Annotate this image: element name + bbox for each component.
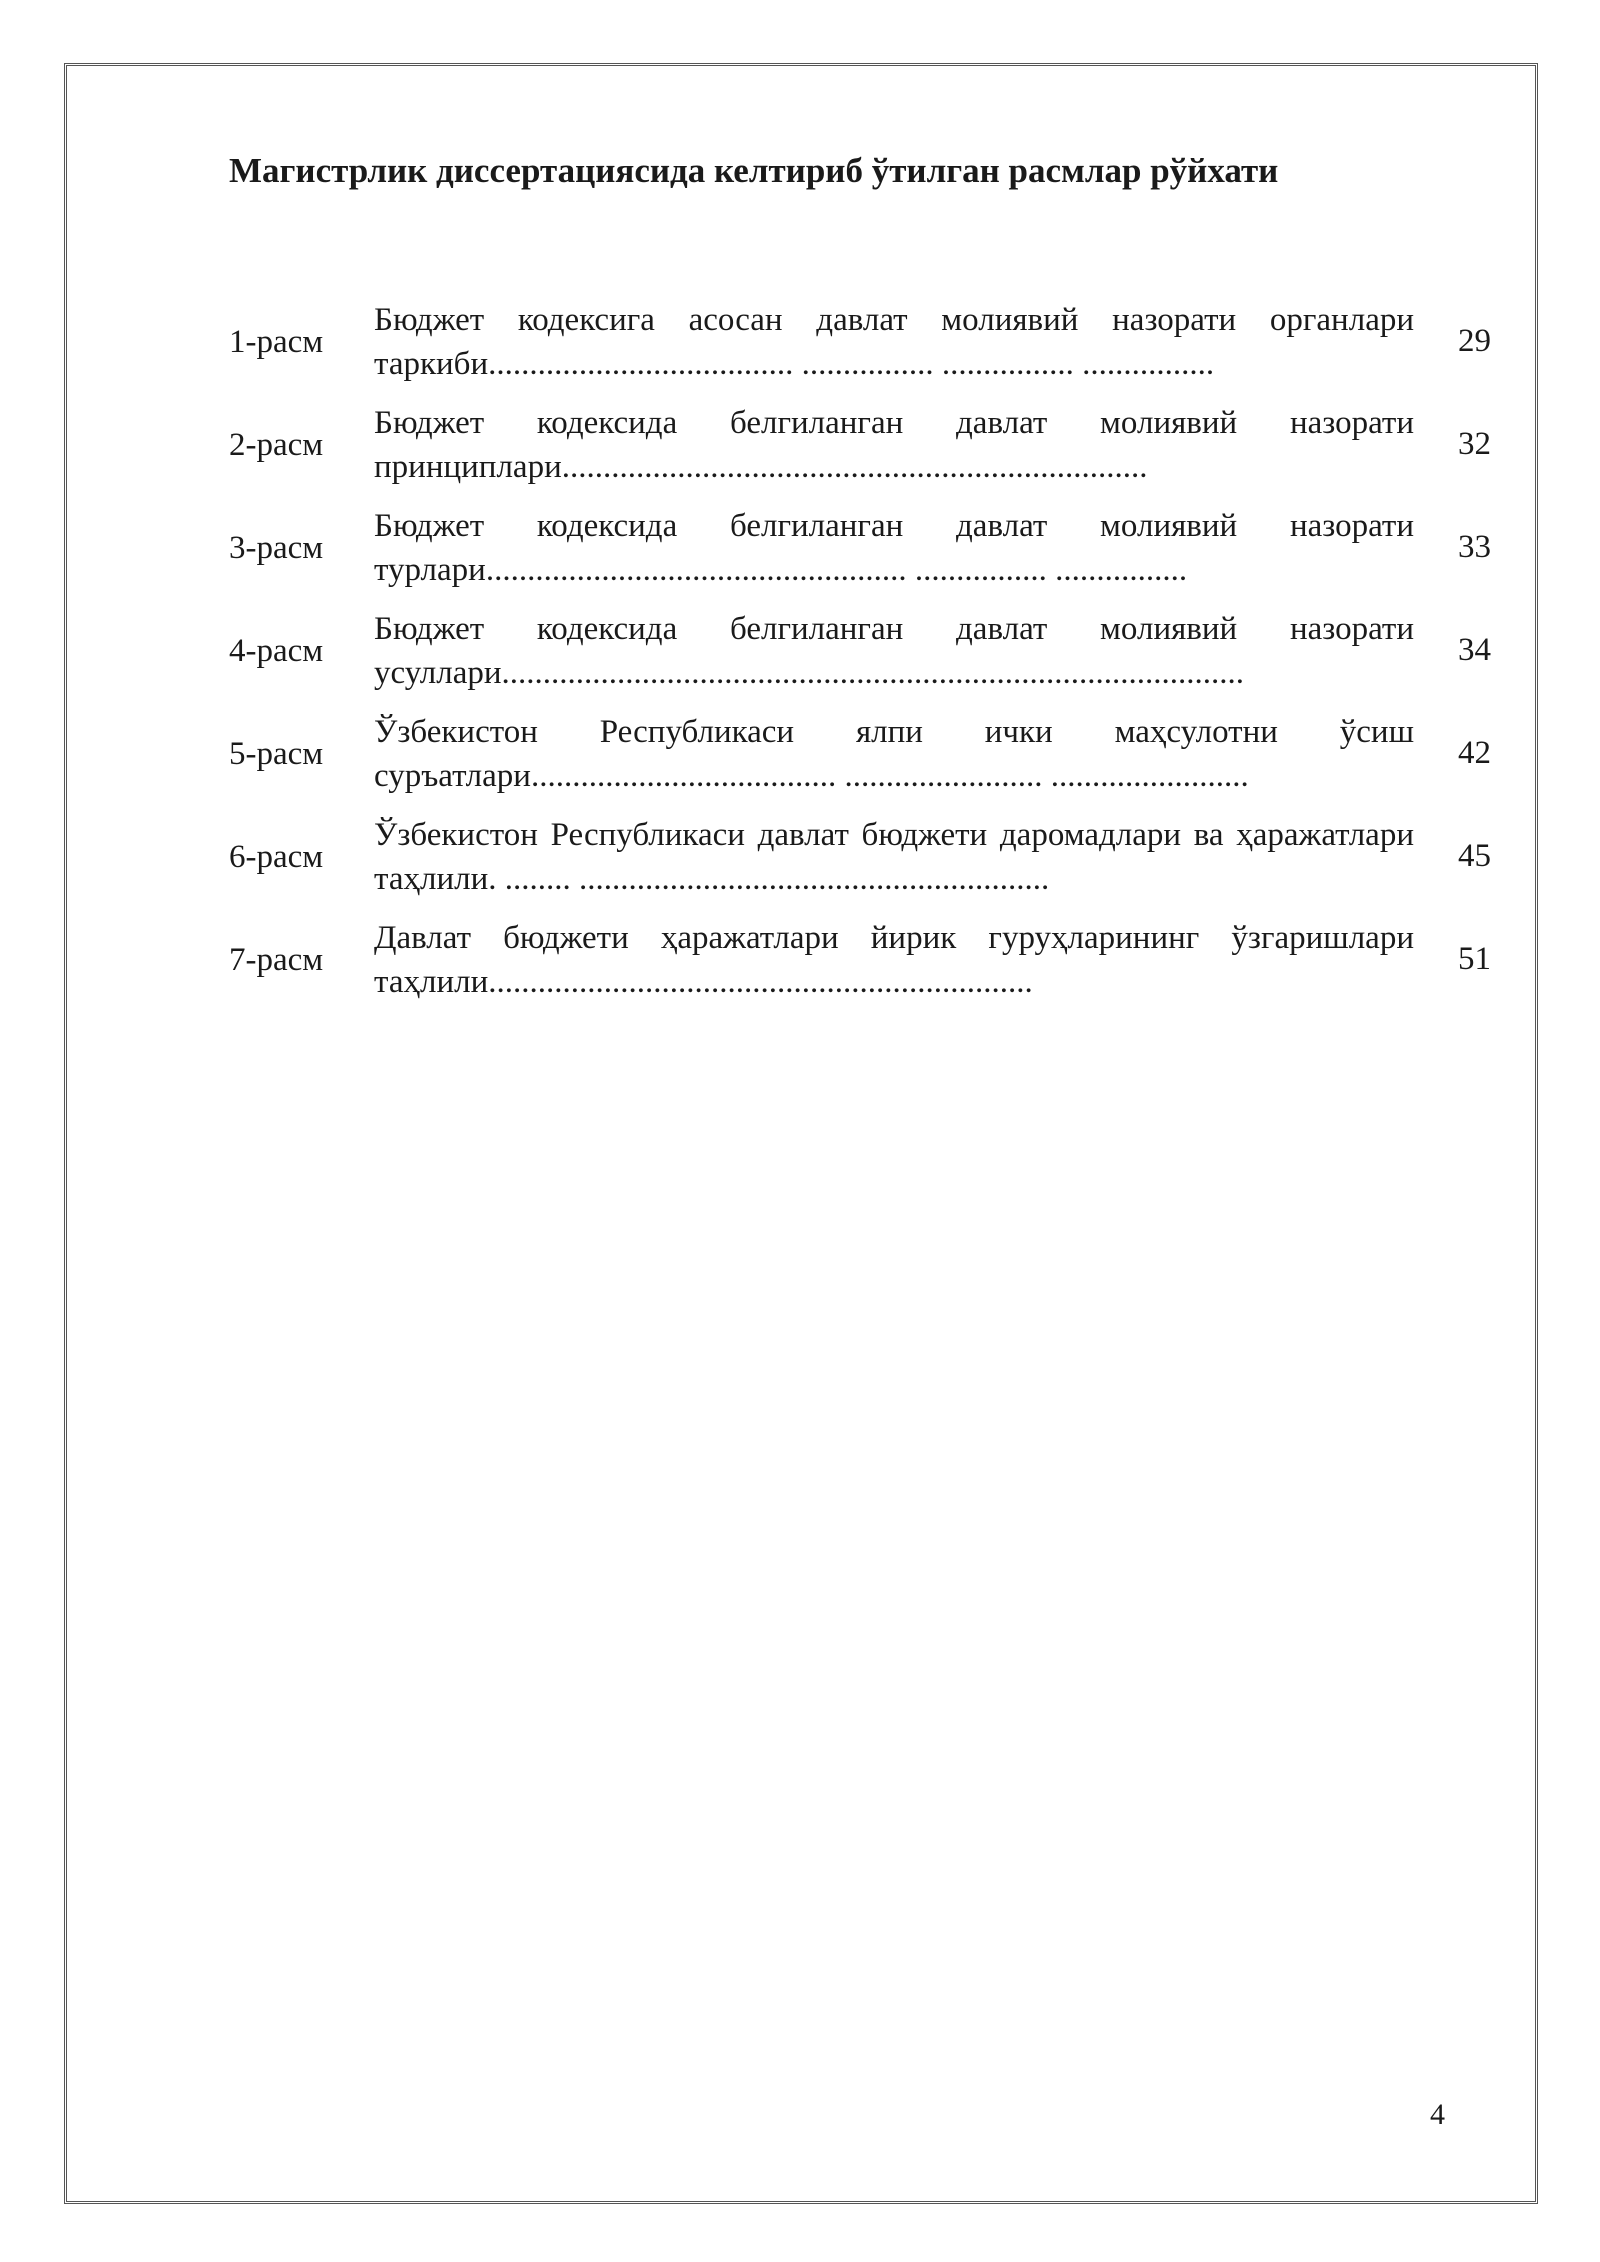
figure-entry [229, 908, 1491, 1011]
figure-title [374, 607, 1414, 695]
figure-label: 6-расм [229, 838, 324, 875]
dot-leader: .......................................................................................... [501, 654, 1245, 691]
figure-entry [229, 393, 1491, 496]
dot-leader: ..................................... ................ ................ ................ [488, 345, 1215, 382]
figure-title-text: Бюджет кодексида белгиланган давлат молиявий назорати принциплари [374, 404, 1414, 485]
figure-label: 5-расм [229, 735, 324, 772]
dot-leader: ..................................... ........................ ........................ [530, 757, 1249, 794]
document-title: Магистрлик диссертациясида келтириб ўтилган расмлар рўйхати [229, 151, 1279, 190]
figure-title-text: Бюджет кодексида белгиланган давлат молиявий назорати усуллари [374, 610, 1414, 691]
figure-title-text: Бюджет кодексига асосан давлат молиявий назорати органлари таркиби [374, 301, 1414, 382]
figure-page-number: 45 [1458, 838, 1491, 874]
figure-title [374, 710, 1414, 798]
figure-label: 4-расм [229, 632, 324, 669]
figure-entry [229, 496, 1491, 599]
figure-page-number: 42 [1458, 735, 1491, 771]
figure-title [374, 813, 1414, 901]
dot-leader: ....................................................................... [561, 448, 1148, 485]
figure-page-number: 29 [1458, 323, 1491, 359]
figure-label: 1-расм [229, 323, 324, 360]
figure-title [374, 401, 1414, 489]
figure-title-text: Ўзбекистон Республикаси ялпи ички маҳсулотни ўсиш суръатлари [374, 713, 1414, 794]
figure-label: 3-расм [229, 529, 324, 566]
dot-leader: ................................................... ................ ................ [485, 551, 1188, 588]
figure-entry [229, 805, 1491, 908]
figure-title [374, 504, 1414, 592]
figure-page-number: 34 [1458, 632, 1491, 668]
figure-entry [229, 702, 1491, 805]
figure-page-number: 32 [1458, 426, 1491, 462]
figure-page-number: 51 [1458, 941, 1491, 977]
figure-entry [229, 599, 1491, 702]
figure-title [374, 916, 1414, 1004]
figure-label: 2-расм [229, 426, 324, 463]
dot-leader: .................................................................. [488, 963, 1033, 1000]
figure-entry [229, 290, 1491, 393]
figure-label: 7-расм [229, 941, 324, 978]
page-number: 4 [1430, 2098, 1445, 2131]
figure-title-text: Ўзбекистон Республикаси давлат бюджети даромадлари ва ҳаражатлари таҳлили. [374, 816, 1414, 897]
figure-list [229, 290, 1491, 1011]
dot-leader: ........ ......................................................... [496, 860, 1050, 897]
figure-title [374, 298, 1414, 386]
figure-title-text: Бюджет кодексида белгиланган давлат молиявий назорати турлари [374, 507, 1414, 588]
figure-title-text: Давлат бюджети ҳаражатлари йирик гуруҳларининг ўзгаришлари таҳлили [374, 919, 1414, 1000]
figure-page-number: 33 [1458, 529, 1491, 565]
